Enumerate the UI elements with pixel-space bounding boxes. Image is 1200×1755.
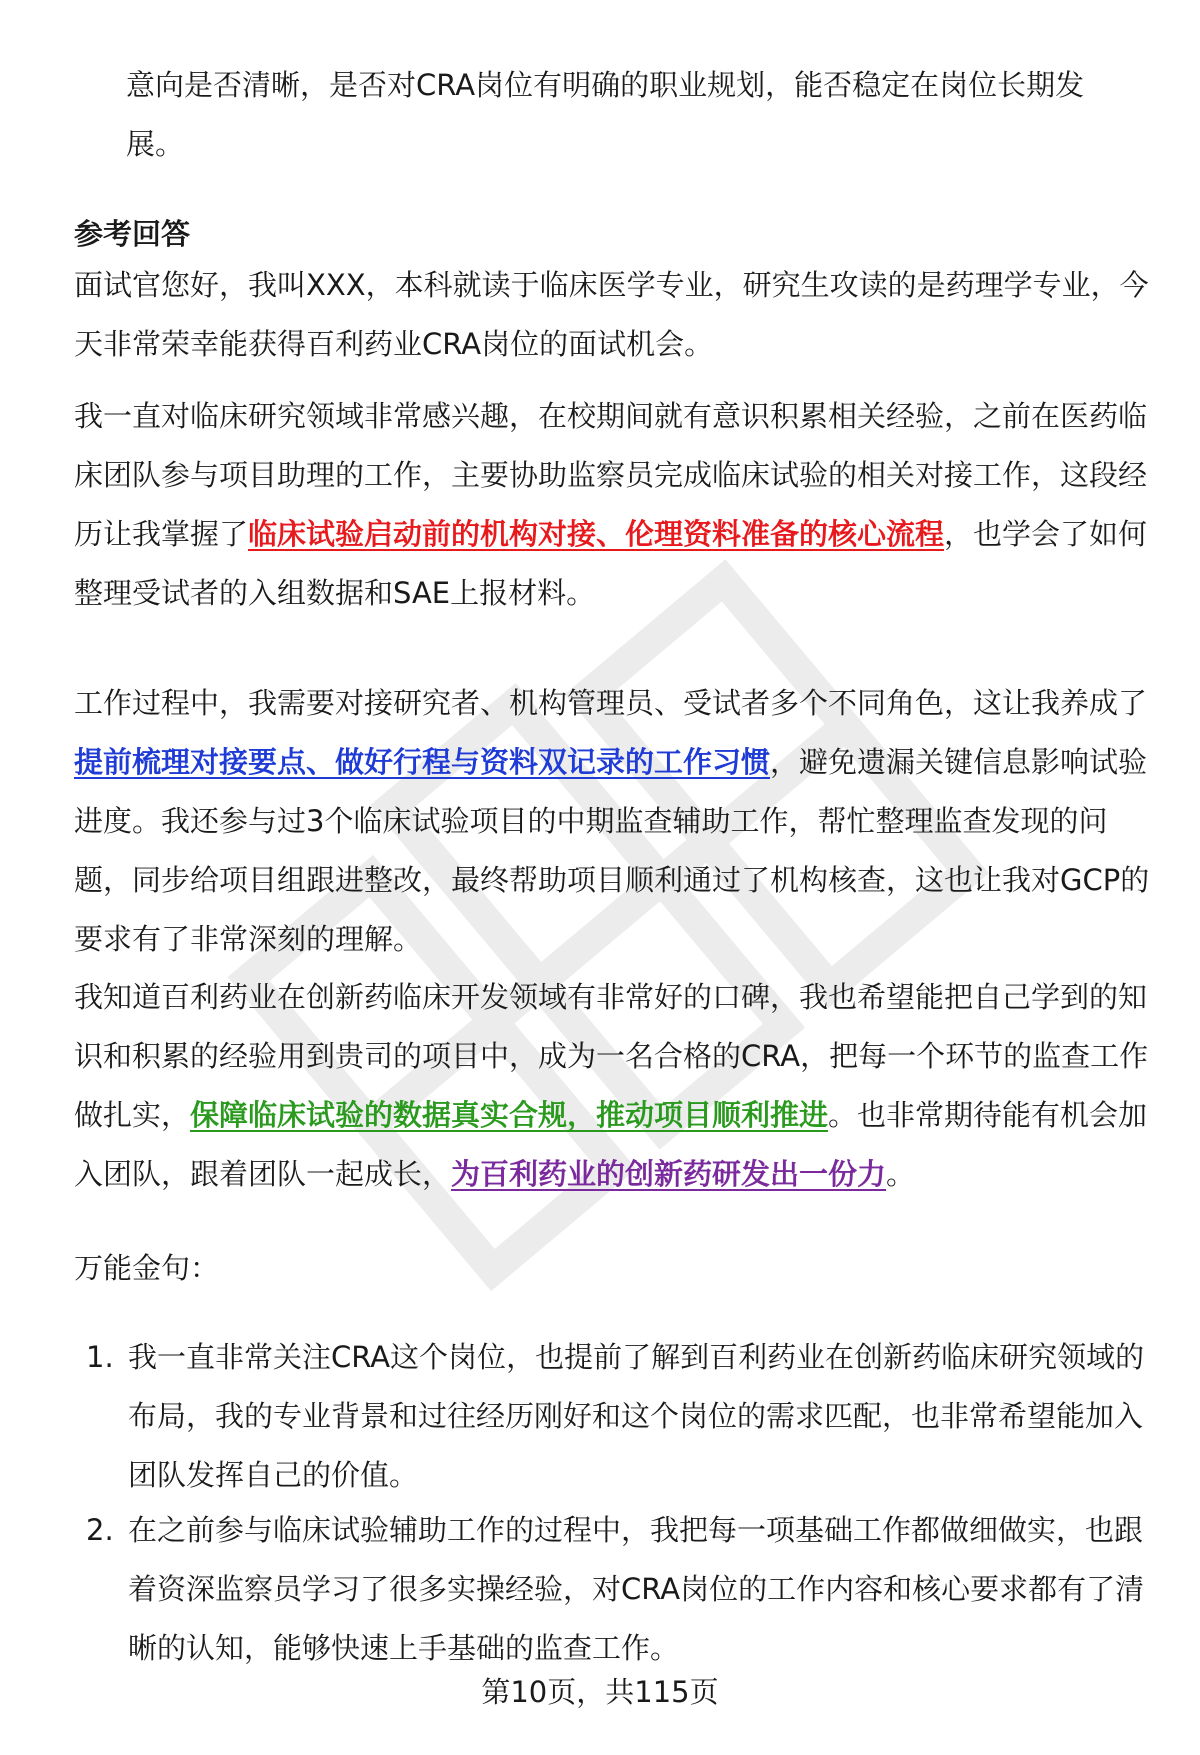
para4-before: 我知道百利药业在创新药临床开发领域有非常好的口碑，我也希望能把自己学到的知识和积累的经验用到贵司的项目中，成为一名合格的CRA，把每一个环节的监查工作做扎实， <box>74 980 1149 1132</box>
list-item-text: 我一直非常关注CRA这个岗位，也提前了解到百利药业在创新药临床研究领域的布局，我的专业背景和过往经历刚好和这个岗位的需求匹配，也非常希望能加入团队发挥自己的价值。 <box>128 1340 1145 1492</box>
intro-tail <box>126 56 1150 174</box>
golden-label-text: 万能金句： <box>74 1251 220 1285</box>
page-footer: 第10页，共115页 <box>481 1675 719 1709</box>
intro-tail-line1: 意向是否清晰，是否对CRA岗位有明确的职业规划，能否稳定在岗位长期发 <box>126 68 1085 102</box>
answer-paragraph-3 <box>74 674 1150 969</box>
para1-text: 面试官您好，我叫XXX，本科就读于临床医学专业，研究生攻读的是药理学专业，今天非常荣幸能获得百利药业CRA岗位的面试机会。 <box>74 268 1149 361</box>
para4-middle: 。也非常期待能有机会加入团队，跟着团队一起成长， <box>74 1098 1148 1191</box>
list-number: 2. <box>86 1513 114 1547</box>
section-heading: 参考回答 <box>74 217 191 251</box>
highlight-red: 临床试验启动前的机构对接、伦理资料准备的核心流程 <box>248 517 945 551</box>
highlight-green: 保障临床试验的数据真实合规，推动项目顺利推进 <box>190 1098 829 1132</box>
highlight-purple: 为百利药业的创新药研发出一份力 <box>451 1157 887 1191</box>
list-item-text: 在之前参与临床试验辅助工作的过程中，我把每一项基础工作都做细做实，也跟着资深监察员学习了很多实操经验，对CRA岗位的工作内容和核心要求都有了清晰的认知，能够快速上手基础的监查工作。 <box>128 1513 1145 1665</box>
golden-list-item-2 <box>74 1501 1150 1678</box>
highlight-blue: 提前梳理对接要点、做好行程与资料双记录的工作习惯 <box>74 745 771 779</box>
para2-after: ，也学会了如何整理受试者的入组数据和SAE上报材料。 <box>74 517 1148 610</box>
list-number: 1. <box>86 1340 114 1374</box>
answer-paragraph-2 <box>74 387 1150 623</box>
para2-before: 我一直对临床研究领域非常感兴趣，在校期间就有意识积累相关经验，之前在医药临床团队参与项目助理的工作，主要协助监察员完成临床试验的相关对接工作，这段经历让我掌握了 <box>74 399 1148 551</box>
intro-tail-line2: 展。 <box>126 127 185 161</box>
para3-after: ，避免遗漏关键信息影响试验进度。我还参与过3个临床试验项目的中期监查辅助工作，帮忙整理监查发现的问题，同步给项目组跟进整改，最终帮助项目顺利通过了机构核查，这也让我对GCP的要求有了非常深刻的理解。 <box>74 745 1150 956</box>
golden-list-item-1 <box>74 1328 1150 1505</box>
answer-paragraph-1 <box>74 256 1150 374</box>
golden-sentences-label <box>74 1239 1150 1298</box>
para4-after: 。 <box>886 1157 916 1191</box>
para3-text <box>74 674 1150 969</box>
para2-text <box>74 387 1150 623</box>
para4-text <box>74 968 1150 1204</box>
para3-before: 工作过程中，我需要对接研究者、机构管理员、受试者多个不同角色，这让我养成了 <box>74 686 1148 720</box>
answer-paragraph-4 <box>74 968 1150 1204</box>
